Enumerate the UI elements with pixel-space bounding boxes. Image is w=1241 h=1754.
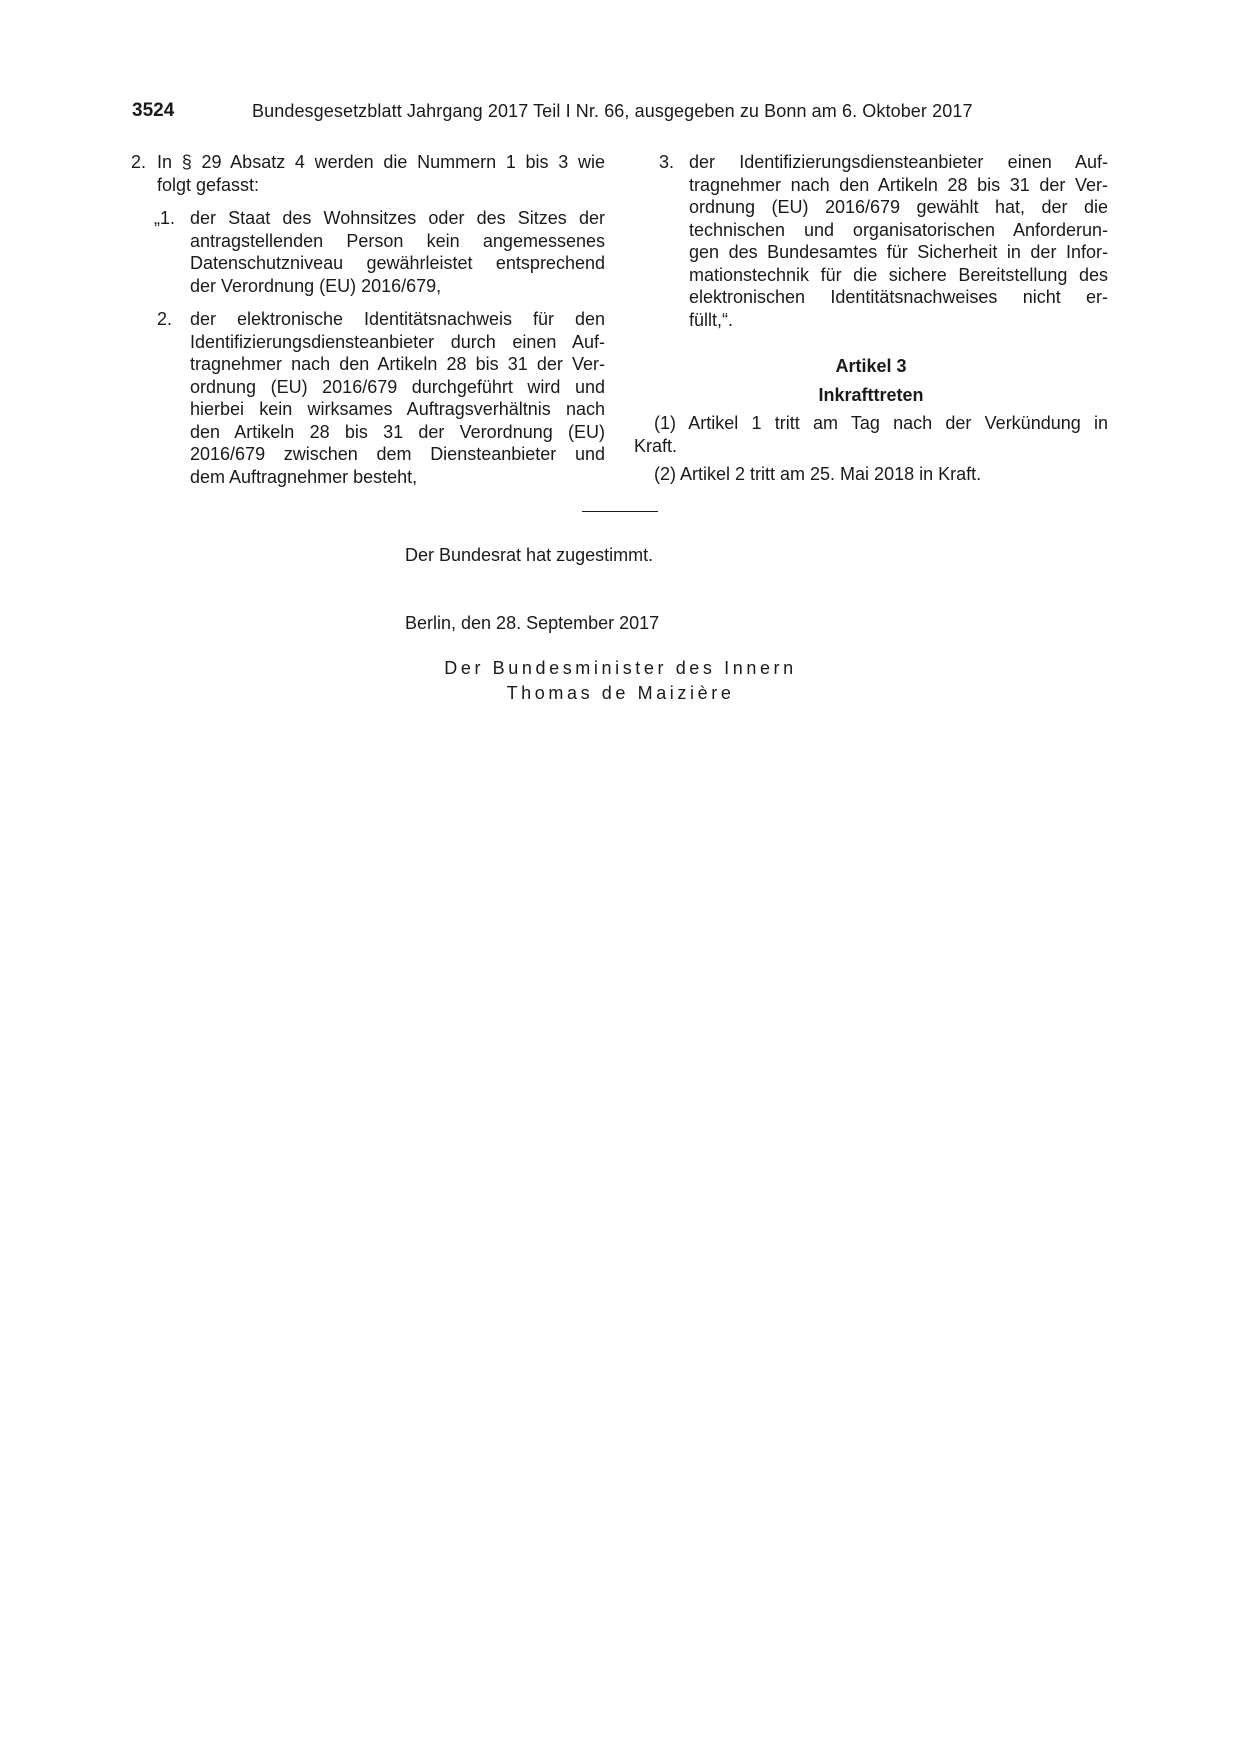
amendment-item-2 [131, 151, 605, 196]
sub-item-2 [131, 308, 605, 488]
text-line: Kraft. [634, 435, 678, 456]
text-line: (2) Artikel 2 tritt am 25. Mai 2018 in Kraft. [654, 464, 982, 484]
sub-item-1 [131, 207, 605, 297]
signatory-name: Thomas de Maizière [506, 683, 735, 703]
article-heading: Artikel 3 [835, 356, 907, 376]
text-line: elektronischen Identitätsnachweises nicht er- [689, 287, 1108, 307]
text-line: mationstechnik für die sichere Bereitstellung des [689, 264, 1108, 285]
separator-rule [582, 511, 658, 512]
text-line: dem Auftragnehmer besteht, [190, 466, 418, 487]
page-number: 3524 [132, 100, 175, 121]
item-number: 3. [659, 152, 675, 172]
text-line: gen des Bundesamtes für Sicherheit in der Infor- [689, 242, 1108, 262]
text-line: 2016/679 zwischen dem Diensteanbieter und [190, 444, 605, 464]
text-line: hierbei kein wirksames Auftragsverhältnis nach [190, 399, 605, 419]
item-number: 2. [157, 309, 173, 329]
journal-title: Bundesgesetzblatt Jahrgang 2017 Teil I Nr. 66, ausgegeben zu Bonn am 6. Oktober 2017 [252, 101, 973, 121]
consent-statement: Der Bundesrat hat zugestimmt. [405, 545, 654, 565]
text-line: In § 29 Absatz 4 werden die Nummern 1 bis 3 wie [157, 152, 605, 172]
page-header [132, 100, 1122, 126]
text-line: antragstellenden Person kein angemessenes [190, 230, 605, 251]
place-and-date: Berlin, den 28. September 2017 [405, 613, 660, 633]
right-column [634, 151, 1108, 486]
paragraph-2 [634, 463, 1108, 486]
item-number: „1. [154, 208, 176, 228]
text-line: technischen und organisatorischen Anforderun- [689, 219, 1108, 240]
text-line: ordnung (EU) 2016/679 gewählt hat, der die [689, 197, 1108, 217]
item-number: 2. [131, 152, 147, 172]
signatory-title: Der Bundesminister des Innern [444, 658, 797, 678]
text-line: folgt gefasst: [157, 174, 260, 195]
text-line: (1) Artikel 1 tritt am Tag nach der Verkündung in [654, 413, 1108, 433]
signature-block [405, 656, 836, 706]
text-line: der Staat des Wohnsitzes oder des Sitzes der [190, 208, 605, 228]
left-column [131, 151, 605, 488]
text-line: den Artikeln 28 bis 31 der Verordnung (EU) [190, 421, 605, 442]
sub-item-3 [634, 151, 1108, 331]
text-line: füllt,“. [689, 309, 734, 330]
text-line: tragnehmer nach den Artikeln 28 bis 31 der Ver- [689, 174, 1108, 195]
paragraph-1 [634, 412, 1108, 457]
text-line: der elektronische Identitätsnachweis für den [190, 309, 605, 329]
text-line: der Verordnung (EU) 2016/679, [190, 275, 442, 296]
article-title: Inkrafttreten [818, 384, 924, 405]
text-line: Identifizierungsdiensteanbieter durch einen Auf- [190, 331, 605, 352]
text-line: der Identifizierungsdiensteanbieter einen Auf- [689, 152, 1108, 172]
text-line: tragnehmer nach den Artikeln 28 bis 31 der Ver- [190, 354, 605, 374]
text-line: ordnung (EU) 2016/679 durchgeführt wird und [190, 376, 605, 397]
text-line: Datenschutzniveau gewährleistet entsprechend [190, 253, 605, 273]
